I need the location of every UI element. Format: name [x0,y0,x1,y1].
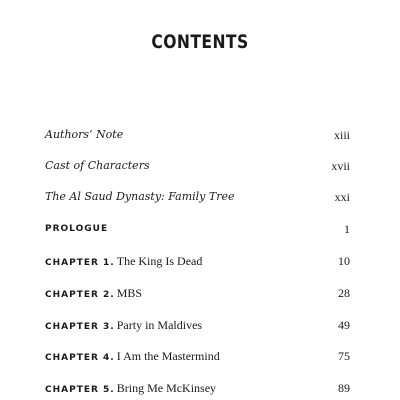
toc-entry-text [45,284,142,304]
toc-entry-prologue[interactable] [45,220,350,238]
toc-page-number: xiii [333,128,350,142]
toc-entry-label: The Al Saud Dynasty: Family Tree [45,190,235,203]
toc-page-number: 75 [338,349,350,363]
toc-page-number: 10 [338,254,350,268]
toc-entry-prefix: PROLOGUE [45,224,109,234]
toc-page-number: xxi [334,190,350,204]
toc-entry-title: Party in Maldives [116,318,203,332]
toc-entry-chapter-1[interactable] [45,252,350,270]
toc-entry-title: MBS [116,286,143,300]
toc-entry-label: Authors’ Note [45,128,124,141]
toc-entry-label: Cast of Characters [45,159,150,172]
toc-entry-prefix: CHAPTER 5. [45,385,115,395]
toc-page-number: 28 [338,286,350,300]
toc-entry-family-tree[interactable] [45,188,350,206]
toc-entry-text [45,347,220,367]
toc-entry-title: Bring Me McKinsey [116,381,217,395]
toc-entry-cast-of-characters[interactable] [45,157,350,175]
toc-entry-authors-note[interactable] [45,126,350,144]
toc-entry-chapter-3[interactable] [45,316,350,334]
toc-page-number: 89 [338,381,350,395]
toc-page-number: 1 [344,222,350,236]
toc-page-number: xvii [331,159,350,173]
page-title: CONTENTS [151,31,249,53]
toc-entry-text [45,252,202,272]
toc-entry-prefix: CHAPTER 2. [45,290,115,300]
toc-page-number: 49 [338,318,350,332]
toc-entry-text [45,379,216,399]
toc-entry-text [45,316,202,336]
toc-entry-title: The King Is Dead [116,254,203,268]
toc-entry-chapter-5[interactable] [45,379,350,397]
toc-entry-chapter-2[interactable] [45,284,350,302]
toc-entry-title: I Am the Mastermind [116,349,220,363]
toc-entry-chapter-4[interactable] [45,347,350,365]
toc-entry-prefix: CHAPTER 4. [45,353,115,363]
toc-entry-prefix: CHAPTER 3. [45,322,115,332]
toc-entry-prefix: CHAPTER 1. [45,258,115,268]
